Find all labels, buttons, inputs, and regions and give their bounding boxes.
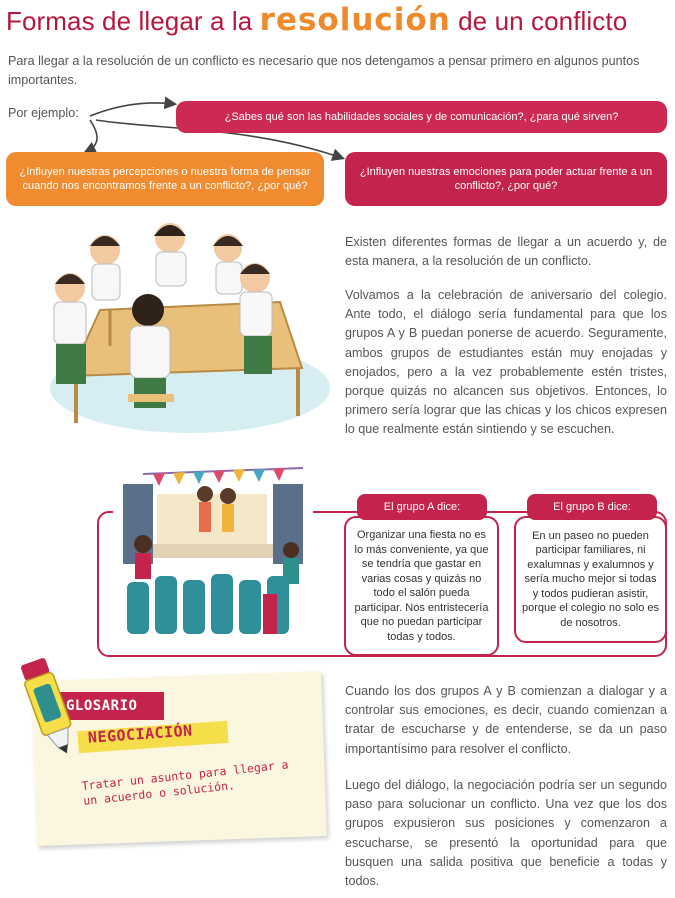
title-highlight: resolución [259,2,451,38]
student-figure [154,223,186,286]
question-perceptions: ¿Influyen nuestras percepciones o nuestra forma de pensar cuando nos encontramos frente a un conflicto?, ¿por qué? [6,152,324,206]
glossary-card [6,652,331,852]
student-figure [54,273,86,384]
paragraph-groups-dialogue: Cuando los dos grupos A y B comienzan a dialogar y a controlar sus emociones, es decir, cuando comienzan a tratar de escucharse y de entenderse, se da un paso importantísimo para resolver el conflicto. [345,684,667,756]
glossary-definition: Tratar un asunto para llegar a un acuerdo o solución. [81,757,290,808]
group-b-label: El grupo B dice: [527,494,657,520]
group-a-text: Organizar una fiesta no es lo más conveniente, ya que se tendría que gastar en varias cosas y quizás no todo el salón pueda participar. Nos entristecería que no puedan participar todas y todos. [354,529,489,643]
students-at-table-illustration [40,218,340,438]
student-figure [240,263,272,374]
group-b-text: En un paseo no pueden participar familiares, ni exalumnas y exalumnos y sería mucho mejor si todas y todos pudieran asistir, porque el colegio no solo es de nosotros. [522,529,659,629]
school-stage-illustration [113,464,313,642]
glossary-tag: GLOSARIO [54,692,164,720]
title-end: de un conflicto [458,6,628,36]
example-label: Por ejemplo: [8,106,79,120]
page-title [6,2,671,42]
highlighter-marker-icon [6,652,96,762]
student-figure [90,235,120,300]
question-emotions: ¿Influyen nuestras emociones para poder actuar frente a un conflicto?, ¿por qué? [345,152,667,206]
paragraph-negotiation: Luego del diálogo, la negociación podría ser un segundo paso para solucionar un conflicto. Una vez que los dos grupos expusieron sus posiciones y comenzaron a escucharse, se presentó la oportunidad para que busquen una salida positiva que beneficie a todas y todos. [345,778,667,889]
intro-paragraph: Para llegar a la resolución de un conflicto es necesario que nos detengamos a pensar primero en algunos puntos importantes. [8,54,640,87]
group-b-box [514,516,667,643]
paragraph-agreements: Existen diferentes formas de llegar a un acuerdo y, de esta manera, a la resolución de un conflicto. [345,235,667,269]
question-social-skills: ¿Sabes qué son las habilidades sociales y de comunicación?, ¿para qué sirven? [176,101,667,133]
student-figure [213,234,243,294]
paragraph-dialogue: Volvamos a la celebración de aniversario del colegio. Ante todo, el diálogo sería fundamental para que los grupos A y B puedan ponerse de acuerdo. Seguramente, ambos grupos de estudiantes están muy enojadas y enojados, pero a la vez probablemente estén tristes, porque quizás no alcancen sus objetivos. Entonces, lo primero sería lograr que las chicas y los chicos expresen lo que realmente están sintiendo y se escuchen. [345,288,667,437]
group-a-label: El grupo A dice: [357,494,487,520]
glossary-term: NEGOCIACIÓN [87,721,194,747]
group-a-box [344,516,499,656]
title-start: Formas de llegar a la [6,6,253,36]
